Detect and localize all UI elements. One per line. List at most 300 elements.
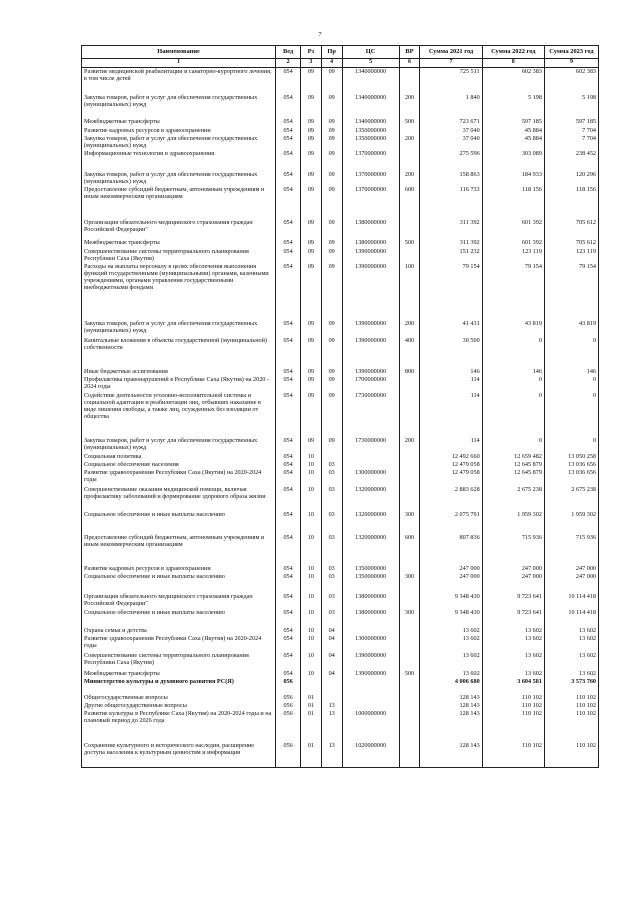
- row-sum-2021: 37 040: [420, 127, 482, 135]
- row-sum-2022: 146: [482, 368, 544, 376]
- row-pr: 03: [321, 565, 342, 573]
- row-name: Социальное обеспечение и иные выплаты населению: [82, 609, 276, 627]
- row-sum-2021: 114: [420, 376, 482, 392]
- row-sum-2023: 5 198: [544, 94, 598, 118]
- row-name: Межбюджетные трансферты: [82, 118, 276, 127]
- header-ved: Вед: [276, 46, 301, 59]
- row-sum-2023: 43 819: [544, 320, 598, 337]
- row-rz: 10: [301, 652, 322, 670]
- row-sum-2023: 120 296: [544, 171, 598, 186]
- row-pr: 03: [321, 511, 342, 534]
- row-sum-2023: 123 119: [544, 248, 598, 263]
- row-vr: 500: [399, 118, 420, 127]
- row-vr: 200: [399, 320, 420, 337]
- row-ved: 054: [276, 453, 301, 461]
- header-sum-2021: Сумма 2021 год: [420, 46, 482, 59]
- row-sum-2023: 110 102: [544, 694, 598, 702]
- header-rz: Рз: [301, 46, 322, 59]
- row-rz: 10: [301, 461, 322, 469]
- row-sum-2022: 9 723 641: [482, 593, 544, 609]
- row-name: Общегосударственные вопросы: [82, 694, 276, 702]
- row-cs: 1390000000: [342, 320, 399, 337]
- table-row: [82, 635, 599, 652]
- row-pr: 03: [321, 573, 342, 593]
- row-cs: 1350000000: [342, 573, 399, 593]
- row-name: Совершенствование системы территориального планирования Республики Саха (Якутия): [82, 248, 276, 263]
- row-ved: 054: [276, 469, 301, 486]
- row-vr: 100: [399, 263, 420, 320]
- row-cs: 1320000000: [342, 511, 399, 534]
- row-pr: 09: [321, 135, 342, 150]
- table-row: [82, 368, 599, 376]
- row-pr: 03: [321, 461, 342, 469]
- row-sum-2021: 41 431: [420, 320, 482, 337]
- row-sum-2021: 13 602: [420, 670, 482, 678]
- column-number: 6: [399, 59, 420, 68]
- row-cs: 1340000000: [342, 68, 399, 94]
- row-sum-2021: 13 602: [420, 627, 482, 635]
- row-sum-2022: 12 659 482: [482, 453, 544, 461]
- row-sum-2023: 715 936: [544, 534, 598, 565]
- row-pr: 09: [321, 248, 342, 263]
- table-row: [82, 248, 599, 263]
- row-vr: 300: [399, 573, 420, 593]
- row-name: Капитальные вложения в объекты государственной (муниципальной) собственности: [82, 337, 276, 368]
- row-pr: 09: [321, 263, 342, 320]
- row-sum-2022: 13 602: [482, 635, 544, 652]
- row-sum-2021: 2 075 791: [420, 511, 482, 534]
- column-number: 8: [482, 59, 544, 68]
- row-pr: 04: [321, 652, 342, 670]
- table-row: [82, 150, 599, 171]
- row-sum-2023: 10 114 418: [544, 609, 598, 627]
- row-pr: 09: [321, 118, 342, 127]
- column-number: 9: [544, 59, 598, 68]
- column-number: 4: [321, 59, 342, 68]
- row-name: Развитие медицинской реабилитации и санаторно-курортного лечения, в том числе детей: [82, 68, 276, 94]
- row-sum-2022: 2 675 238: [482, 486, 544, 511]
- row-vr: 400: [399, 337, 420, 368]
- row-ved: 054: [276, 376, 301, 392]
- row-name: Развитие культуры в Республике Саха (Якутия) на 2020-2024 годы и на плановый период до 2026 года: [82, 710, 276, 742]
- row-sum-2021: 79 154: [420, 263, 482, 320]
- table-row: [82, 486, 599, 511]
- row-vr: [399, 678, 420, 694]
- row-ved: 054: [276, 171, 301, 186]
- row-ved: 054: [276, 68, 301, 94]
- row-pr: 13: [321, 702, 342, 710]
- row-sum-2022: 184 933: [482, 171, 544, 186]
- row-ved: 056: [276, 702, 301, 710]
- budget-table: [81, 45, 599, 768]
- row-sum-2022: 12 645 879: [482, 461, 544, 469]
- row-pr: 03: [321, 486, 342, 511]
- row-vr: 500: [399, 670, 420, 678]
- row-pr: 04: [321, 670, 342, 678]
- row-name: Сохранение культурного и исторического наследия, расширение доступа населения к культурным ценностям и информации: [82, 742, 276, 768]
- row-sum-2023: 13 050 258: [544, 453, 598, 461]
- row-pr: 03: [321, 534, 342, 565]
- row-sum-2021: 128 143: [420, 694, 482, 702]
- row-sum-2021: 128 143: [420, 710, 482, 742]
- row-sum-2022: 0: [482, 337, 544, 368]
- row-cs: [342, 461, 399, 469]
- table-row: [82, 219, 599, 239]
- row-ved: 054: [276, 437, 301, 453]
- row-pr: [321, 694, 342, 702]
- row-sum-2021: 725 511: [420, 68, 482, 94]
- row-sum-2022: 3 604 581: [482, 678, 544, 694]
- row-cs: 1370000000: [342, 171, 399, 186]
- row-pr: 09: [321, 239, 342, 248]
- row-cs: 1730000000: [342, 392, 399, 437]
- row-pr: [321, 453, 342, 461]
- row-vr: [399, 627, 420, 635]
- row-name: Развитие кадровых ресурсов в здравоохранении: [82, 127, 276, 135]
- row-cs: 1340000000: [342, 118, 399, 127]
- row-ved: 054: [276, 320, 301, 337]
- row-name: Совершенствование оказания медицинской помощи, включая профилактику заболеваний и формирование здорового образа жизни: [82, 486, 276, 511]
- row-sum-2023: 13 602: [544, 652, 598, 670]
- row-rz: 09: [301, 437, 322, 453]
- row-ved: 054: [276, 118, 301, 127]
- row-name: Иные бюджетные ассигнования: [82, 368, 276, 376]
- row-sum-2021: 151 232: [420, 248, 482, 263]
- row-pr: 09: [321, 368, 342, 376]
- row-sum-2021: 12 479 058: [420, 469, 482, 486]
- table-row: [82, 511, 599, 534]
- row-name: Предоставление субсидий бюджетным, автономным учреждениям и иным некоммерческим организациям: [82, 186, 276, 219]
- table-row: [82, 437, 599, 453]
- row-sum-2023: 118 156: [544, 186, 598, 219]
- row-ved: 054: [276, 652, 301, 670]
- row-pr: 09: [321, 392, 342, 437]
- row-sum-2022: 45 884: [482, 135, 544, 150]
- header-pr: Пр: [321, 46, 342, 59]
- row-sum-2022: 12 645 879: [482, 469, 544, 486]
- column-number: 2: [276, 59, 301, 68]
- row-cs: 1380000000: [342, 609, 399, 627]
- row-rz: 09: [301, 171, 322, 186]
- row-rz: 09: [301, 392, 322, 437]
- row-name: Информационные технологии в здравоохранении: [82, 150, 276, 171]
- row-name: Охрана семьи и детства: [82, 627, 276, 635]
- column-number: 1: [82, 59, 276, 68]
- row-vr: 200: [399, 135, 420, 150]
- row-rz: 09: [301, 135, 322, 150]
- table-row: [82, 337, 599, 368]
- row-rz: [301, 678, 322, 694]
- row-cs: [342, 627, 399, 635]
- row-sum-2022: 118 156: [482, 186, 544, 219]
- row-name: Развитие здравоохранения Республики Саха (Якутия) на 2020-2024 годы: [82, 469, 276, 486]
- row-ved: 054: [276, 593, 301, 609]
- row-sum-2022: 45 884: [482, 127, 544, 135]
- row-ved: 056: [276, 742, 301, 768]
- row-sum-2021: 9 348 430: [420, 593, 482, 609]
- row-sum-2022: 9 723 641: [482, 609, 544, 627]
- table-row: [82, 171, 599, 186]
- table-row: [82, 702, 599, 710]
- row-rz: 10: [301, 486, 322, 511]
- row-ved: 054: [276, 534, 301, 565]
- row-sum-2021: 247 000: [420, 573, 482, 593]
- row-rz: 09: [301, 118, 322, 127]
- table-row: [82, 186, 599, 219]
- row-vr: 800: [399, 368, 420, 376]
- row-rz: 01: [301, 694, 322, 702]
- row-pr: 03: [321, 469, 342, 486]
- row-pr: 09: [321, 186, 342, 219]
- row-ved: 054: [276, 127, 301, 135]
- row-ved: 054: [276, 635, 301, 652]
- row-sum-2021: 311 392: [420, 219, 482, 239]
- row-vr: [399, 742, 420, 768]
- table-row: [82, 534, 599, 565]
- row-sum-2023: 247 000: [544, 573, 598, 593]
- row-sum-2022: 0: [482, 392, 544, 437]
- row-cs: 1020000000: [342, 742, 399, 768]
- row-sum-2021: 723 671: [420, 118, 482, 127]
- row-vr: 600: [399, 186, 420, 219]
- row-pr: 09: [321, 437, 342, 453]
- table-row: [82, 609, 599, 627]
- table-row: [82, 135, 599, 150]
- row-sum-2021: 30 500: [420, 337, 482, 368]
- row-vr: [399, 127, 420, 135]
- row-rz: 10: [301, 609, 322, 627]
- row-vr: [399, 392, 420, 437]
- row-sum-2023: 13 036 656: [544, 461, 598, 469]
- table-row: [82, 461, 599, 469]
- row-sum-2023: 0: [544, 437, 598, 453]
- header-row: [82, 46, 599, 59]
- row-pr: 09: [321, 320, 342, 337]
- row-rz: 09: [301, 127, 322, 135]
- row-sum-2023: 597 185: [544, 118, 598, 127]
- row-sum-2023: 110 102: [544, 710, 598, 742]
- row-vr: 500: [399, 239, 420, 248]
- row-rz: 10: [301, 469, 322, 486]
- row-cs: 1390000000: [342, 670, 399, 678]
- row-sum-2023: 7 704: [544, 135, 598, 150]
- row-pr: 13: [321, 710, 342, 742]
- row-rz: 09: [301, 186, 322, 219]
- row-rz: 09: [301, 248, 322, 263]
- row-rz: 10: [301, 593, 322, 609]
- row-pr: 09: [321, 150, 342, 171]
- row-ved: 054: [276, 150, 301, 171]
- row-ved: 054: [276, 135, 301, 150]
- row-sum-2023: 7 704: [544, 127, 598, 135]
- row-name: Закупка товаров, работ и услуг для обеспечения государственных (муниципальных) нужд: [82, 320, 276, 337]
- row-rz: 09: [301, 368, 322, 376]
- row-rz: 10: [301, 573, 322, 593]
- table-row: [82, 376, 599, 392]
- table-row: [82, 678, 599, 694]
- row-pr: [321, 678, 342, 694]
- row-sum-2021: 12 479 058: [420, 461, 482, 469]
- table-row: [82, 710, 599, 742]
- header-cs: ЦС: [342, 46, 399, 59]
- row-cs: 1390000000: [342, 263, 399, 320]
- row-rz: 09: [301, 68, 322, 94]
- row-rz: 09: [301, 94, 322, 118]
- table-row: [82, 565, 599, 573]
- table-row: [82, 453, 599, 461]
- row-ved: 054: [276, 670, 301, 678]
- row-sum-2021: 275 596: [420, 150, 482, 171]
- row-sum-2023: 110 102: [544, 742, 598, 768]
- row-vr: [399, 469, 420, 486]
- row-ved: 054: [276, 627, 301, 635]
- row-rz: 10: [301, 565, 322, 573]
- row-pr: 09: [321, 68, 342, 94]
- row-ved: 056: [276, 710, 301, 742]
- row-cs: 1300000000: [342, 635, 399, 652]
- row-vr: 300: [399, 511, 420, 534]
- row-sum-2022: 123 119: [482, 248, 544, 263]
- row-ved: 056: [276, 694, 301, 702]
- row-cs: 1390000000: [342, 368, 399, 376]
- page-number: 7: [318, 31, 322, 38]
- row-ved: 054: [276, 186, 301, 219]
- table-row: [82, 593, 599, 609]
- table-row: [82, 742, 599, 768]
- row-pr: 03: [321, 593, 342, 609]
- table-row: [82, 392, 599, 437]
- row-vr: 200: [399, 171, 420, 186]
- row-cs: [342, 694, 399, 702]
- row-vr: [399, 635, 420, 652]
- row-cs: 1380000000: [342, 593, 399, 609]
- row-sum-2023: 13 602: [544, 670, 598, 678]
- row-rz: 01: [301, 710, 322, 742]
- row-rz: 09: [301, 320, 322, 337]
- row-rz: 10: [301, 511, 322, 534]
- row-sum-2023: 1 959 302: [544, 511, 598, 534]
- row-cs: 1380000000: [342, 219, 399, 239]
- row-cs: 1700000000: [342, 376, 399, 392]
- row-pr: 09: [321, 171, 342, 186]
- row-sum-2023: 2 675 238: [544, 486, 598, 511]
- row-sum-2023: 3 573 760: [544, 678, 598, 694]
- row-sum-2021: 146: [420, 368, 482, 376]
- row-name: Межбюджетные трансферты: [82, 670, 276, 678]
- header-name: Наименование: [82, 46, 276, 59]
- row-pr: 13: [321, 742, 342, 768]
- table-row: [82, 94, 599, 118]
- row-cs: 1390000000: [342, 248, 399, 263]
- column-number: 5: [342, 59, 399, 68]
- row-sum-2022: 79 154: [482, 263, 544, 320]
- table-body: [82, 68, 599, 768]
- row-sum-2023: 13 602: [544, 635, 598, 652]
- table-row: [82, 320, 599, 337]
- row-sum-2021: 128 143: [420, 702, 482, 710]
- row-pr: 09: [321, 337, 342, 368]
- row-name: Межбюджетные трансферты: [82, 239, 276, 248]
- row-vr: [399, 68, 420, 94]
- row-vr: 200: [399, 94, 420, 118]
- row-name: Закупка товаров, работ и услуг для обеспечения государственных (муниципальных) нужд: [82, 94, 276, 118]
- row-cs: 1340000000: [342, 94, 399, 118]
- row-pr: 09: [321, 127, 342, 135]
- row-name: Социальное обеспечение населения: [82, 461, 276, 469]
- row-rz: 10: [301, 635, 322, 652]
- row-sum-2023: 238 452: [544, 150, 598, 171]
- row-rz: 09: [301, 239, 322, 248]
- row-sum-2022: 601 392: [482, 239, 544, 248]
- table-row: [82, 263, 599, 320]
- row-ved: 054: [276, 511, 301, 534]
- row-name: Министерство культуры и духовного развития РС(Я): [82, 678, 276, 694]
- row-sum-2023: 602 383: [544, 68, 598, 94]
- row-vr: 600: [399, 534, 420, 565]
- row-rz: 09: [301, 150, 322, 171]
- row-vr: [399, 652, 420, 670]
- row-pr: 09: [321, 376, 342, 392]
- table-row: [82, 627, 599, 635]
- row-rz: 10: [301, 627, 322, 635]
- header-sum-2023: Сумма 2023 год: [544, 46, 598, 59]
- row-name: Другие общегосударственные вопросы: [82, 702, 276, 710]
- row-sum-2021: 311 392: [420, 239, 482, 248]
- row-sum-2021: 116 733: [420, 186, 482, 219]
- column-number: 3: [301, 59, 322, 68]
- row-ved: 054: [276, 486, 301, 511]
- row-cs: 1350000000: [342, 127, 399, 135]
- row-cs: [342, 453, 399, 461]
- row-name: Организация обязательного медицинского страхования граждан Российской Федерации": [82, 219, 276, 239]
- row-ved: 056: [276, 678, 301, 694]
- row-sum-2022: 13 602: [482, 627, 544, 635]
- row-sum-2022: 715 936: [482, 534, 544, 565]
- row-sum-2023: 0: [544, 392, 598, 437]
- row-sum-2021: 13 602: [420, 652, 482, 670]
- header-sum-2022: Сумма 2022 год: [482, 46, 544, 59]
- row-sum-2022: 5 198: [482, 94, 544, 118]
- row-vr: [399, 248, 420, 263]
- row-rz: 09: [301, 376, 322, 392]
- row-vr: [399, 694, 420, 702]
- row-name: Развитие здравоохранения Республики Саха (Якутия) на 2020-2024 годы: [82, 635, 276, 652]
- row-sum-2023: 0: [544, 376, 598, 392]
- row-vr: [399, 593, 420, 609]
- row-name: Совершенствование системы территориального планирования Республики Саха (Якутия): [82, 652, 276, 670]
- row-vr: [399, 461, 420, 469]
- table-row: [82, 239, 599, 248]
- row-ved: 054: [276, 94, 301, 118]
- column-number: 7: [420, 59, 482, 68]
- row-name: Организация обязательного медицинского страхования граждан Российской Федерации": [82, 593, 276, 609]
- row-sum-2021: 114: [420, 392, 482, 437]
- row-cs: [342, 678, 399, 694]
- row-sum-2022: 247 000: [482, 565, 544, 573]
- row-sum-2021: 807 836: [420, 534, 482, 565]
- row-vr: 300: [399, 609, 420, 627]
- row-cs: 1320000000: [342, 486, 399, 511]
- row-vr: [399, 702, 420, 710]
- row-sum-2021: 12 492 660: [420, 453, 482, 461]
- row-sum-2021: 4 006 680: [420, 678, 482, 694]
- row-rz: 09: [301, 337, 322, 368]
- row-rz: 09: [301, 263, 322, 320]
- row-sum-2022: 110 102: [482, 710, 544, 742]
- row-pr: 09: [321, 94, 342, 118]
- row-vr: [399, 486, 420, 511]
- row-sum-2022: 601 392: [482, 219, 544, 239]
